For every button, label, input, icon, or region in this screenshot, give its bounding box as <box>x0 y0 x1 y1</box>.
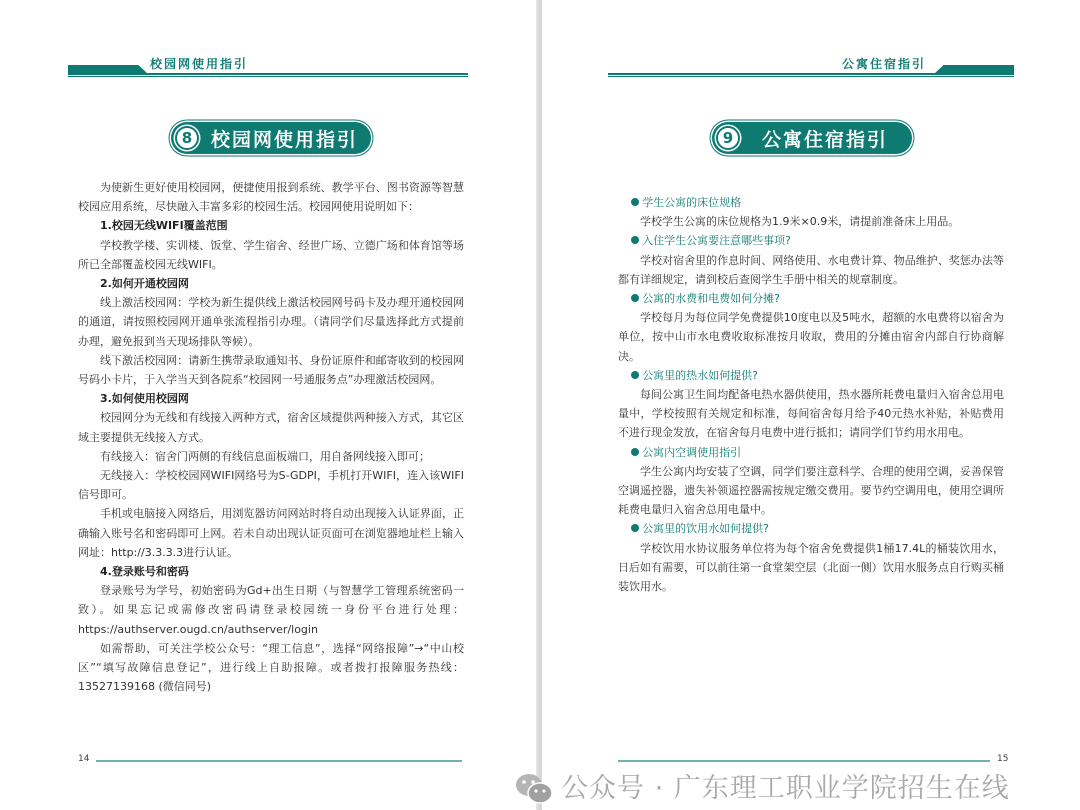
page-number: 15 <box>997 754 1009 764</box>
bullet-icon <box>631 198 639 206</box>
paragraph-text: 手机或电脑接入网络后，用浏览器访问网站时将自动出现接入认证界面，正确输入账号名和密码即可上网。若未自动出现认证页面可在浏览器地址栏上输入网址：http://3.3.3.3进行认证。 <box>78 507 464 559</box>
paragraph <box>78 351 464 389</box>
question-heading <box>618 366 1004 385</box>
paragraph-text: 无线接入：学校校园网WIFI网络号为S-GDPI，手机打开WIFI，连入该WIFI信号即可。 <box>78 469 464 502</box>
bullet-icon <box>631 294 639 302</box>
subheading <box>78 389 464 408</box>
section-body <box>618 193 1004 596</box>
question-heading <box>618 231 1004 250</box>
header-bar <box>934 65 1014 74</box>
watermark-text: 公众号 · 广东理工职业学院招生在线 <box>561 773 1010 804</box>
left-page <box>0 0 538 810</box>
page-number: 14 <box>78 754 90 764</box>
running-header: 校园网使用指引 <box>150 57 249 71</box>
right-page <box>542 0 1080 810</box>
paragraph-text: 3.如何使用校园网 <box>100 392 189 406</box>
paragraph-text: 线下激活校园网：请新生携带录取通知书、身份证原件和邮寄收到的校园网号码小卡片，于入学当天到各院系“校园网一号通服务点”办理激活校园网。 <box>78 353 464 387</box>
paragraph-text: 如需帮助，可关注学校公众号：“理工信息”，选择“网络报障”→“中山校区”“填写故障信息登记”，进行线上自助报障。或者拨打报障服务热线：13527139168 (微信同号) <box>78 641 464 694</box>
section-number: 8 <box>175 126 199 150</box>
section-badge <box>171 122 371 154</box>
question-heading <box>618 289 1004 308</box>
section-title: 校园网使用指引 <box>211 128 359 151</box>
paragraph <box>78 293 464 351</box>
paragraph <box>78 581 464 639</box>
subheading <box>78 216 464 235</box>
paragraph-text: 公寓里的饮用水如何提供? <box>642 522 770 536</box>
paragraph-text: 学校每月为每位同学免费提供10度电以及5吨水，超额的水电费将以宿舍为单位，按中山市水电费收取标准按月收取，费用的分摊由宿舍内部自行协商解决。 <box>618 311 1004 363</box>
paragraph-text: 2.如何开通校园网 <box>100 277 189 291</box>
paragraph-text: 学校对宿舍里的作息时间、网络使用、水电费计算、物品维护、奖惩办法等都有详细规定，请到校后查阅学生手册中相关的规章制度。 <box>618 253 1004 286</box>
paragraph <box>618 251 1004 289</box>
question-heading <box>618 519 1004 538</box>
header-rule <box>68 73 468 77</box>
paragraph-text: 为使新生更好使用校园网，便捷使用报到系统、教学平台、图书资源等智慧校园应用系统，尽快融入丰富多彩的校园生活。校园网使用说明如下： <box>78 181 464 214</box>
bullet-icon <box>631 236 639 244</box>
running-header: 公寓住宿指引 <box>842 57 927 71</box>
paragraph-text: 有线接入：宿舍门两侧的有线信息面板端口，用自备网线接入即可； <box>100 449 430 463</box>
section-badge <box>712 122 912 154</box>
paragraph <box>78 178 464 216</box>
subheading <box>78 562 464 581</box>
paragraph <box>78 236 464 274</box>
bullet-icon <box>631 448 639 456</box>
paragraph <box>78 504 464 562</box>
paragraph <box>618 539 1004 597</box>
paragraph <box>618 212 1004 231</box>
paragraph-text: 学校学生公寓的床位规格为1.9米×0.9米，请提前准备床上用品。 <box>640 215 960 229</box>
footer-rule <box>96 760 462 762</box>
paragraph <box>78 639 464 697</box>
subheading <box>78 274 464 293</box>
bullet-icon <box>631 524 639 532</box>
paragraph-text: 学生公寓的床位规格 <box>642 196 742 209</box>
paragraph <box>618 385 1004 443</box>
paragraph-text: 学生公寓内均安装了空调，同学们要注意科学、合理的使用空调，妥善保管空调遥控器，遗失补领遥控器需按规定缴交费用。要节约空调用电，使用空调所耗费电量归入宿舍总用电量中。 <box>618 464 1004 517</box>
paragraph-text: 公寓里的热水如何提供? <box>642 368 759 382</box>
paragraph <box>78 466 464 504</box>
bullet-icon <box>631 371 639 379</box>
section-body <box>78 178 464 696</box>
paragraph <box>618 462 1004 520</box>
paragraph <box>78 408 464 446</box>
section-number: 9 <box>716 126 740 150</box>
footer-rule <box>618 760 990 762</box>
paragraph-text: 入住学生公寓要注意哪些事项? <box>642 234 792 248</box>
paragraph-text: 每间公寓卫生间均配备电热水器供使用，热水器所耗费电量归入宿舍总用电量中，学校按照有关规定和标准，每间宿舍每月给予40元热水补贴，补贴费用不进行现金发放，在宿舍每月电费中进行抵扣；请同学们节约用水用电。 <box>618 388 1004 440</box>
wechat-icon <box>515 773 553 805</box>
section-title: 公寓住宿指引 <box>762 128 889 151</box>
paragraph-text: 学校饮用水协议服务单位将为每个宿舍免费提供1桶17.4L的桶装饮用水，日后如有需要，可以前往第一食堂架空层（北面一侧）饮用水服务点自行购买桶装饮用水。 <box>618 541 1004 594</box>
paragraph-text: 公寓内空调使用指引 <box>642 445 742 459</box>
paragraph-text: 线上激活校园网：学校为新生提供线上激活校园网号码卡及办理开通校园网的通道，请按照校园网开通单张流程指引办理。（请同学们尽量选择此方式提前办理，避免报到当天现场排队等候）。 <box>78 296 464 348</box>
paragraph-text: 学校教学楼、实训楼、饭堂、学生宿舍、经世广场、立德广场和体育馆等场所已全部覆盖校园无线WIFI。 <box>78 238 464 271</box>
paragraph-text: 公寓的水费和电费如何分摊? <box>642 292 781 306</box>
question-heading <box>618 443 1004 462</box>
paragraph <box>78 447 464 466</box>
paragraph-text: 1.校园无线WIFI覆盖范围 <box>100 219 228 233</box>
question-heading <box>618 193 1004 212</box>
paragraph-text: 4.登录账号和密码 <box>100 565 189 579</box>
paragraph-text: 校园网分为无线和有线接入两种方式，宿舍区域提供两种接入方式，其它区域主要提供无线接入方式。 <box>78 411 464 444</box>
paragraph-text: 登录账号为学号，初始密码为Gd+出生日期（与智慧学工管理系统密码一致）。如果忘记或需修改密码请登录校园统一身份平台进行处理：https://authserver.ougd.cn/authserver/login <box>78 584 464 636</box>
paragraph <box>618 308 1004 366</box>
watermark <box>515 772 1010 806</box>
